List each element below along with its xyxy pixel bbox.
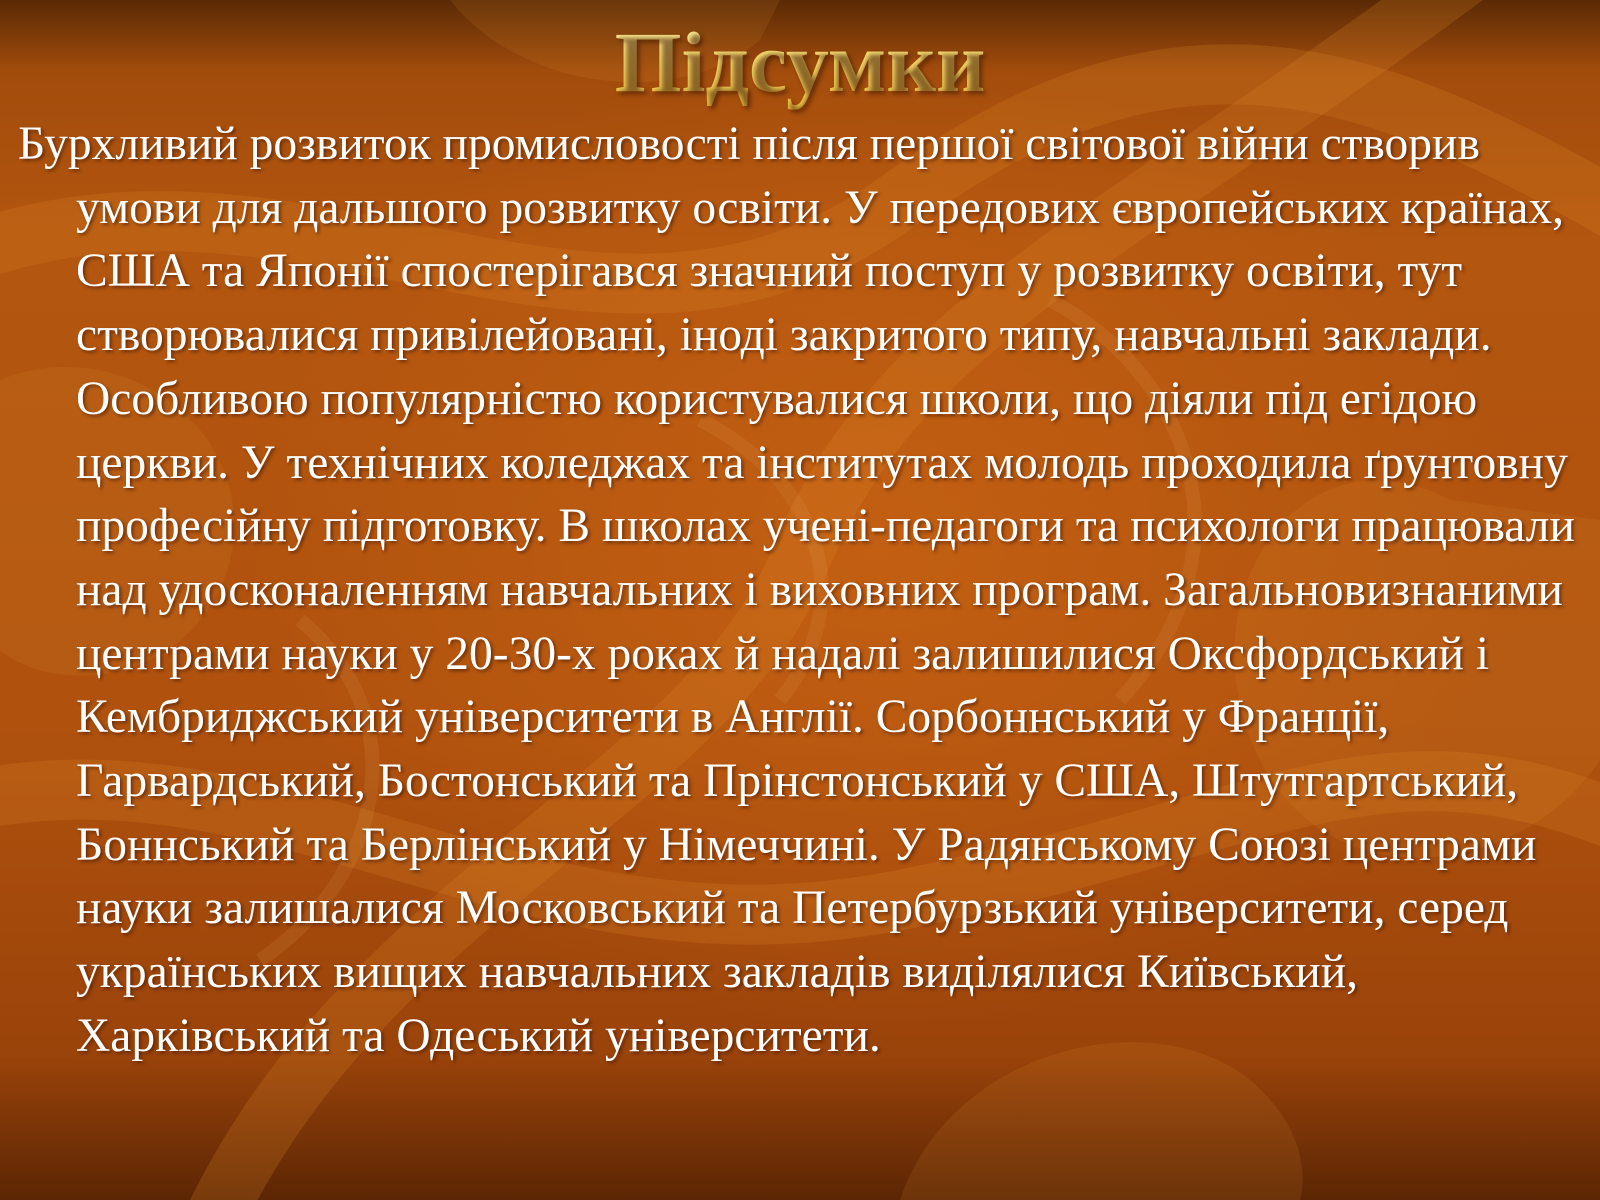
slide-title: Підсумки <box>0 12 1600 112</box>
slide-paragraph: Бурхливий розвиток промисловості після першої світової війни створив умови для дальшого розвитку освіти. У передових європейських країнах, США та Японії спостерігався значний поступ у розвитку освіти, тут створювалися привілейовані, іноді закритого типу, навчальні заклади. Особливою популярністю користувалися школи, що діяли під егідою церкви. У технічних коледжах та інститутах молодь проходила ґрунтовну професійну підготовку. В школах учені-педагоги та психологи працювали над удосконаленням навчальних і виховних програм. Загальновизнаними центрами науки у 20-30-х роках й надалі залишилися Оксфордський і Кембриджський університети в Англії. Сорбоннський у Франції, Гарвардський, Бостонський та Прінстонський у США, Штутгартський, Боннський та Берлінський у Німеччині. У Радянському Союзі центрами науки залишалися Московський та Петербурзький університети, серед українських вищих навчальних закладів виділялися Київський, Харківський та Одеський університети. <box>18 118 1575 1062</box>
